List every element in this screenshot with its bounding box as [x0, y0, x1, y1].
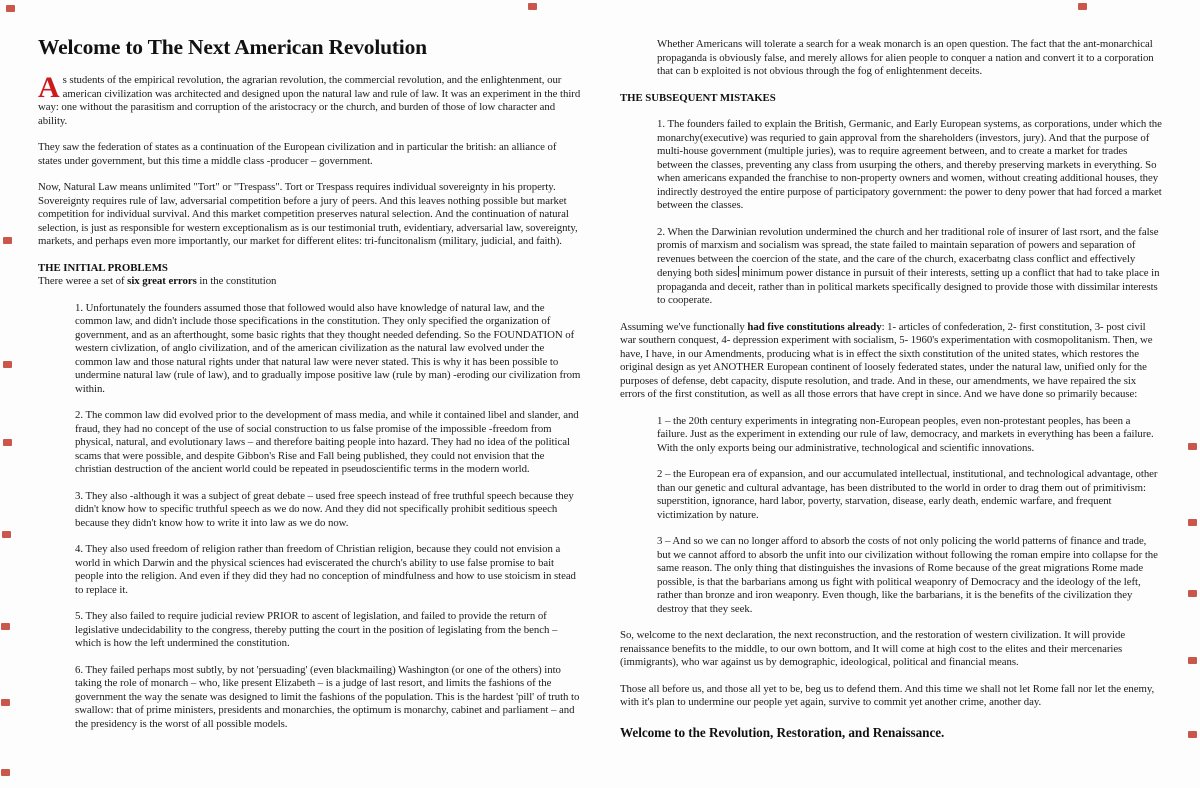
intro-text: s students of the empirical revolution, the agrarian revolution, the commercial revolution, and the enlightenment, our american civilization was architected and designed upon the natural law and rule of law. It was an experiment in the third way: one without the parasitism and corruption of the aristocracy or the church, and burden of those of low character and ability. [38, 74, 581, 127]
subsequent-mistake-item-1: 1. The founders failed to explain the British, Germanic, and Early European systems, as corporations, under which the monarchy(executive) was requried to gain approval from the shareholders (investors, jury). And that the purpose of multi-house government (multiple juries), was to require agreement between, and to create a market for trades between the classes, preventing any class from usurping the others, and thereby preserving markets in everything. So when americans expanded the franchise to non-property owners and women, without creating additional houses, they indirectly destroyed the entire purpose of participatory government: the power to deny power that had forced a market between the classes. [657, 118, 1162, 211]
right-column [620, 34, 1162, 752]
red-edge-mark [1078, 3, 1087, 10]
red-edge-mark [3, 439, 12, 446]
intro-paragraph [38, 71, 582, 128]
errors-line-bold: six great errors [127, 275, 197, 287]
red-edge-mark [2, 531, 11, 538]
red-edge-mark [1, 623, 10, 630]
red-edge-mark [6, 5, 15, 12]
left-column [38, 34, 582, 744]
mistake2-pre: 2. When the Darwinian revolution undermined the church and her traditional role of insurer of last rsort, and the false promis of marxism and socialism was spread, the state failed to maintain separation of powers and separation of revenues between the coercion of the state, and the care of the church, exacerbatng class conflict and effectively denying both sides [657, 225, 1159, 279]
assuming-bold: had five constitutions already [747, 320, 882, 333]
assuming-pre: Assuming we've functionally [620, 320, 748, 333]
reason-item-3: 3 – And so we can no longer afford to absorb the costs of not only policing the world patterns of finance and trade, but we cannot afford to absorb the unfit into our civilization without following the roman empire into collapse for the same reason. The only thing that distinguishes the invasions of Rome because of the great migrations Rome made possible, is that the barbarians among us fight with political weaponry of Democracy and the ideology of the left, rather than bronze and iron weaponry. Even though, like the barbarians, it is the benefits of the civilization they destroy that they seek. [657, 535, 1158, 615]
paragraph-so-welcome: So, welcome to the next declaration, the next reconstruction, and the restoration of western civilization. It will provide renaissance benefits to the middle, to our own bottom, and It will come at high cost to the elites and their mercenaries (immigrants), who war against us by demographic, ideological, political and financial means. [620, 629, 1126, 668]
red-edge-mark [1188, 443, 1197, 450]
errors-line-post: in the constitution [196, 275, 277, 287]
initial-error-item-2: 2. The common law did evolved prior to the development of mass media, and while it contained libel and slander, and fraud, they had no concept of the use of social construction to us false promise of the impossible -freedom from physical, natural, and evolutionary laws – and therefore baiting people into hazard. They had no idea of the political scams that were possible, and despite Gibbon's Rise and Fall being published, they could not envision that the christian destruction of the ancient world could be repeated in pseudoscientific terms in the modern world. [75, 409, 579, 475]
errors-line-pre: There weree a set of [38, 275, 128, 287]
heading-subsequent-mistakes: THE SUBSEQUENT MISTAKES [620, 91, 776, 104]
paragraph-natural-law: Now, Natural Law means unlimited "Tort" or "Trespass". Tort or Trespass requires individual sovereignty in his property. Sovereignty requires rule of law, adversarial competition before a jury of peers. And this leaves nothing possible but market competition for individual survival. And this market competition preserves natural selection. And the continuation of natural selection, is just as responsible for western exceptionalism as is our testimonial truth, evidentiary, adversarial law, sovereignty, markets, and perhaps even more importantly, our market for different elites: tri-funcitonalism (military, judicial, and faith). [38, 181, 578, 247]
red-edge-mark [1, 769, 10, 776]
subsequent-mistake-item-2 [657, 226, 1162, 308]
page-title: Welcome to The Next American Revolution [38, 35, 427, 59]
red-edge-mark [1188, 657, 1197, 664]
mistake2-post: minimum power distance in pursuit of their interests, setting up a conflict that had to take place in propaganda and deceit, rather than in political markets specifically designed to provide those with dissimilar interests to cooperate. [657, 267, 1160, 306]
paragraph-five-constitutions [620, 321, 1162, 402]
red-edge-mark [3, 361, 12, 368]
assuming-post: : 1- articles of confederation, 2- first constitution, 3- post civil war southern conquest, 4- depression experiment with socialism, 5- 1960's experimentation with cosmopolitanism. Then, we have, I have, in our Amendments, producing what is in effect the sixth constitution of the united states, which restores the original design as yet ANOTHER European continent of loosely federated states, under the natural law, unified only for the purposes of defense, debt capacity, dispute resolution, and trade. And in these, our amendments, we have repaired the six errors of the first constitution, as well as all those errors that have crept in since. And we have done so primarily because: [620, 320, 1153, 400]
red-edge-mark [1188, 731, 1197, 738]
paragraph-those-before-us: Those all before us, and those all yet to be, beg us to defend them. And this time we shall not let Rome fall nor let the enemy, with it's plan to undermine our people yet again, survive to commit yet another crime, another day. [620, 682, 1155, 708]
initial-error-item-5: 5. They also failed to require judicial review PRIOR to ascent of legislation, and failed to provide the return of legislative undecidability to the congress, thereby putting the court in the position of legislating from the bench – which is how the left undermined the constitution. [75, 610, 558, 649]
drop-cap-letter: A [38, 71, 60, 104]
red-edge-mark [528, 3, 537, 10]
heading-initial-problems: THE INITIAL PROBLEMS [38, 261, 168, 274]
reason-item-2: 2 – the European era of expansion, and our accumulated intellectual, institutional, and technological advantage, other than our genetic and cultural advantage, has been distributed to the world in order to drag them out of primitivism: superstition, ignorance, hard labor, poverty, starvation, disease, early death, endemic warfare, and frequent victimization by nature. [657, 468, 1158, 521]
initial-error-item-4: 4. They also used freedom of religion rather than freedom of Christian religion, because they could not envision a world in which Darwin and the physical sciences had eviscerated the church's ability to use false promise to bait people into the religion. And even if they did they had no conception of mindfulness and how to use stoicism in stead to replace it. [75, 543, 576, 596]
paragraph-federation: They saw the federation of states as a continuation of the European civilization and in particular the british: an alliance of states under government, but this time a middle class -producer – government. [38, 141, 557, 167]
red-edge-mark [1188, 590, 1197, 597]
errors-intro-line [38, 275, 582, 289]
initial-error-item-1: 1. Unfortunately the founders assumed those that followed would also have knowledge of natural law, and the common law, and didn't include those specifications in the constitution. They only specified the organization of government, and as an afterthought, some basic rights that they thought needed defending. So the FOUNDATION of western civlization, of anglo civilization, and of the american civilization as the natural law evolved under the common law and those natural rights under that natural law were never stated. This is why it has been possible to undermine natural law (rule of law), and to gradually impose positive law (rule by man) -eroding our civilization from within. [75, 301, 581, 395]
initial-error-item-3: 3. They also -although it was a subject of great debate – used free speech instead of free truthful speech because they didn't know how to specific truthful speech as we do now. And they did not specifically prohibit seditious speech because they didn't know how to write it into law as we do now. [75, 489, 574, 529]
reason-item-1: 1 – the 20th century experiments in integrating non-European peoples, even non-protestant peoples, has been a failure. Just as the experiment in extending our rule of law, democracy, and markets in everything has been a failure. With the only exports being our administrative, technological and scientific innovations. [657, 414, 1154, 454]
initial-error-item-6: 6. They failed perhaps most subtly, by not 'persuading' (even blackmailing) Washington (or one of the others) into taking the role of monarch – who, like present Elizabeth – is a judge of last resort, and limits the fashions of the government the way the senate was designed to limit the fashions of the population. This is the hardest 'pill' of truth to swallow: that of prime ministers, presidents and monarchies, the optimum is monarchy, cabinet and parliament – and the presidency is the worst of all possible models. [75, 663, 580, 730]
paragraph-weak-monarch: Whether Americans will tolerate a search for a weak monarch is an open question. The fact that the ant-monarchical propaganda is obviously false, and merely allows for alien people to conquer a nation and convert it to a corporation that can b exploited is not obvious through the fog of enlightenment deceits. [657, 38, 1154, 77]
closing-statement: Welcome to the Revolution, Restoration, and Renaissance. [620, 724, 945, 740]
red-edge-mark [1, 699, 10, 706]
red-edge-mark [1188, 519, 1197, 526]
red-edge-mark [3, 237, 12, 244]
